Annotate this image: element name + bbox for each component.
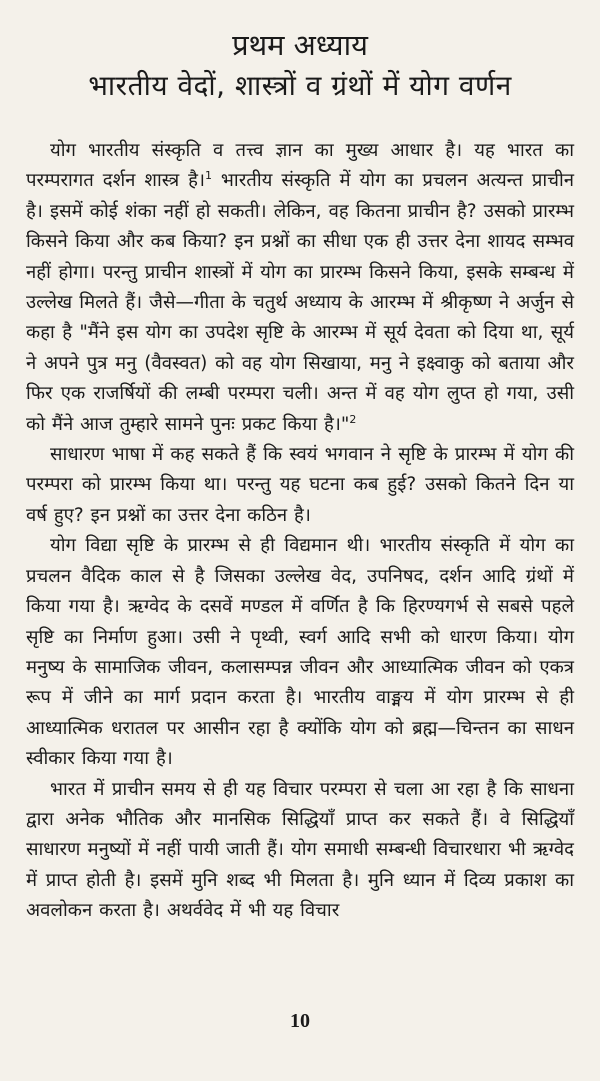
paragraph-1-text: योग भारतीय संस्कृति व तत्त्व ज्ञान का मुख्य आधार है। यह भारत का परम्परागत दर्शन शास्त्र है। [26, 140, 574, 192]
paragraph-1 [26, 136, 574, 440]
chapter-title: भारतीय वेदों, शास्त्रों व ग्रंथों में योग वर्णन [88, 69, 512, 102]
body-text [26, 136, 574, 927]
paragraph-4: भारत में प्राचीन समय से ही यह विचार परम्परा से चला आ रहा है कि साधना द्वारा अनेक भौतिक और मानसिक सिद्धियाँ प्राप्त कर सकते हैं। वे सिद्धियाँ साधारण मनुष्यों में नहीं पायी जाती हैं। योग समाधी सम्बन्धी विचारधारा भी ऋग्वेद में प्राप्त होती है। इसमें मुनि शब्द भी मिलता है। मुनि ध्यान में दिव्य प्रकाश का अवलोकन करता है। अथर्ववेद में भी यह विचार [26, 778, 574, 922]
chapter-number: प्रथम अध्याय [232, 28, 368, 62]
footnote-marker-2: 2 [349, 412, 357, 426]
paragraph-3: योग विद्या सृष्टि के प्रारम्भ से ही विद्यमान थी। भारतीय संस्कृति में योग का प्रचलन वैदिक काल से है जिसका उल्लेख वेद, उपनिषद, दर्शन आदि ग्रंथों में किया गया है। ऋग्वेद के दसवें मण्डल में वर्णित है कि हिरण्यगर्भ से सबसे पहले सृष्टि का निर्माण हुआ। उसी ने पृथ्वी, स्वर्ग आदि सभी को धारण किया। योग मनुष्य के सामाजिक जीवन, कलासम्पन्न जीवन और आध्यात्मिक जीवन को एकत्र रूप में जीने का मार्ग प्रदान करता है। भारतीय वाङ्मय में योग प्रारम्भ से ही आध्यात्मिक धरातल पर आसीन रहा है क्योंकि योग को ब्रह्म—चिन्तन का साधन स्वीकार किया गया है। [26, 535, 574, 770]
page-number: 10 [290, 1010, 310, 1032]
paragraph-1-text-continued: भारतीय संस्कृति में योग का प्रचलन अत्यन्त प्राचीन है। इसमें कोई शंका नहीं हो सकती। लेकिन, वह कितना प्राचीन है? उसको प्रारम्भ किसने किया और कब किया? इन प्रश्नों का सीधा एक ही उत्तर देना शायद सम्भव नहीं होगा। परन्तु प्राचीन शास्त्रों में योग का प्रारम्भ किसने किया, इसके सम्बन्ध में उल्लेख मिलते हैं। जैसे—गीता के चतुर्थ अध्याय के आरम्भ में श्रीकृष्ण ने अर्जुन से कहा है "मैंने इस योग का उपदेश सृष्टि के आरम्भ में सूर्य देवता को दिया था, सूर्य ने अपने पुत्र मनु (वैवस्वत) को वह योग सिखाया, मनु ने इक्ष्वाकु को बताया और फिर एक राजर्षियों की लम्बी परम्परा चली। अन्त में वह योग लुप्त हो गया, उसी को मैंने आज तुम्हारे सामने पुनः प्रकट किया है।" [26, 170, 574, 435]
footnote-marker-1: 1 [204, 169, 212, 183]
paragraph-2: साधारण भाषा में कह सकते हैं कि स्वयं भगवान ने सृष्टि के प्रारम्भ में योग की परम्परा को प्रारम्भ किया था। परन्तु यह घटना कब हुई? उसको कितने दिन या वर्ष हुए? इन प्रश्नों का उत्तर देना कठिन है। [26, 444, 574, 526]
chapter-heading [26, 26, 574, 106]
